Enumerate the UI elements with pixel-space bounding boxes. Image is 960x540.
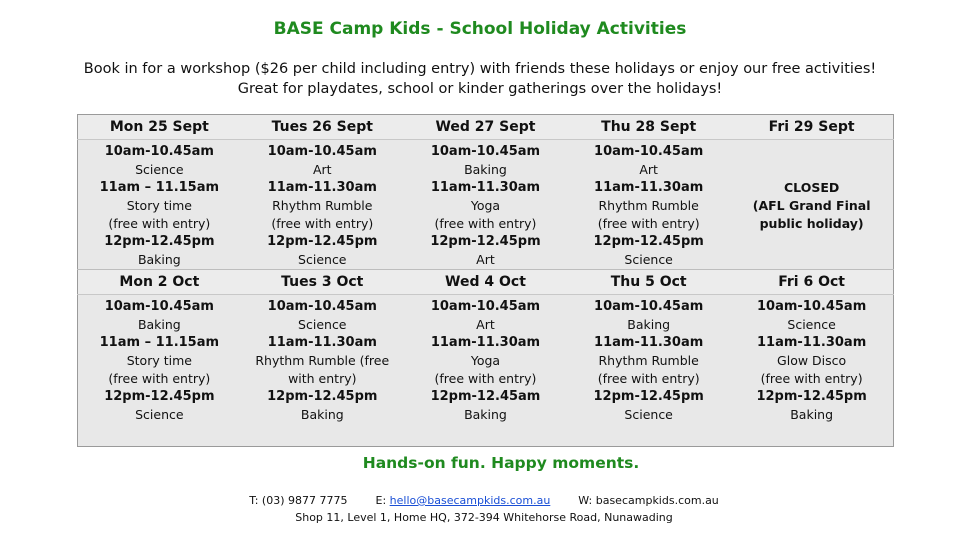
contact-info [0,492,960,526]
session-time: 12pm-12.45am [430,389,541,404]
session-time: 10am-10.45am [430,299,541,314]
day-activities [730,295,893,447]
intro-line-1: Book in for a workshop ($26 per child including entry) with friends these holidays or enjoy our free activities! [83,61,877,77]
session-time: 12pm-12.45pm [104,234,215,249]
email-link[interactable]: hello@basecampkids.com.au [389,494,551,507]
day-activities [78,295,241,447]
closed-reason: public holiday) [759,216,864,231]
session-time: 11am-11.30am [430,180,541,195]
day-header: Tues 26 Sept [241,115,404,140]
session-time: 11am-11.30am [757,335,867,350]
session-activity: (free with entry) [271,216,374,231]
session-time: 10am-10.45am [757,299,867,314]
phone-text: T: (03) 9877 7775 [249,494,348,507]
session-time: 11am-11.30am [430,335,541,350]
session-activity: Art [639,162,658,177]
closed-notice [730,140,893,270]
contact-line [0,492,960,509]
session-activity: Art [312,162,332,177]
session-time: 10am-10.45am [104,299,214,314]
session-time: 11am-11.30am [594,335,704,350]
closed-reason: (AFL Grand Final [752,198,871,213]
session-activity: (free with entry) [108,216,211,231]
session-activity: Baking [137,317,181,332]
day-header: Wed 4 Oct [404,270,567,295]
session-time: 10am-10.45am [267,144,377,159]
day-header: Wed 27 Sept [404,115,567,140]
session-time: 11am-11.30am [594,180,704,195]
session-time: 10am-10.45am [594,299,704,314]
day-activities [404,295,567,447]
day-activities [241,140,404,270]
day-activities [567,295,730,447]
session-time: 11am-11.30am [267,180,377,195]
session-activity: Baking [137,252,181,267]
day-header: Tues 3 Oct [241,270,404,295]
session-activity: Science [298,252,347,267]
session-activity: (free with entry) [597,371,700,386]
session-activity: Baking [464,407,507,422]
session-activity: Rhythm Rumble [272,198,373,213]
session-time: 12pm-12.45pm [756,389,867,404]
session-activity: Story time [126,198,192,213]
session-activity: (free with entry) [597,216,700,231]
session-activity: Science [135,407,184,422]
session-time: 12pm-12.45pm [430,234,541,249]
session-time: 11am – 11.15am [99,335,220,350]
session-activity: Yoga [470,353,501,368]
session-time: 10am-10.45am [594,144,704,159]
session-time: 12pm-12.45pm [593,389,704,404]
activities-row [78,140,894,270]
session-activity: (free with entry) [434,216,537,231]
activities-row [78,295,894,447]
session-activity: Rhythm Rumble [598,198,699,213]
session-activity: Rhythm Rumble [598,353,699,368]
closed-label: CLOSED [784,180,840,195]
session-activity: Art [476,317,495,332]
session-activity: (free with entry) [108,371,211,386]
email-label: E: [375,494,390,507]
day-header: Mon 25 Sept [78,115,241,140]
session-activity: Baking [300,407,344,422]
day-activities [78,140,241,270]
day-header: Fri 6 Oct [730,270,893,295]
session-time: 12pm-12.45pm [593,234,704,249]
session-time: 12pm-12.45pm [267,389,378,404]
day-activities [241,295,404,447]
day-header: Thu 5 Oct [567,270,730,295]
website-text: W: basecampkids.com.au [578,494,719,507]
session-time: 10am-10.45am [267,299,377,314]
session-activity: Science [624,407,673,422]
intro-line-2: Great for playdates, school or kinder gatherings over the holidays! [237,81,723,97]
day-header: Fri 29 Sept [730,115,893,140]
session-time: 11am – 11.15am [99,180,220,195]
session-time: 12pm-12.45pm [267,234,378,249]
session-activity: Science [135,162,184,177]
day-header: Thu 28 Sept [567,115,730,140]
session-activity: Art [476,252,495,267]
session-activity: Science [298,317,347,332]
session-activity: Baking [627,317,671,332]
session-activity: Yoga [470,198,501,213]
session-time: 11am-11.30am [267,335,377,350]
session-time: 10am-10.45am [430,144,541,159]
day-header: Mon 2 Oct [78,270,241,295]
session-activity: (free with entry) [760,371,863,386]
session-time: 12pm-12.45pm [104,389,215,404]
session-activity: Glow Disco [777,353,847,368]
page-title: BASE Camp Kids - School Holiday Activities [273,19,687,39]
schedule-table [77,114,894,447]
day-header-row [78,270,894,295]
intro-text [20,59,940,99]
session-activity: Science [624,252,673,267]
session-activity: Story time [126,353,192,368]
day-header-row [78,115,894,140]
session-activity: Baking [790,407,834,422]
session-activity: (free with entry) [434,371,537,386]
tagline: Hands-on fun. Happy moments. [362,454,640,472]
session-time: 10am-10.45am [104,144,214,159]
address-text: Shop 11, Level 1, Home HQ, 372-394 Whitehorse Road, Nunawading [295,511,673,524]
day-activities [404,140,567,270]
session-activity: Science [787,317,836,332]
session-activity: with entry) [288,371,357,386]
day-activities [567,140,730,270]
session-activity: Baking [464,162,507,177]
session-activity: Rhythm Rumble (free [255,353,390,368]
